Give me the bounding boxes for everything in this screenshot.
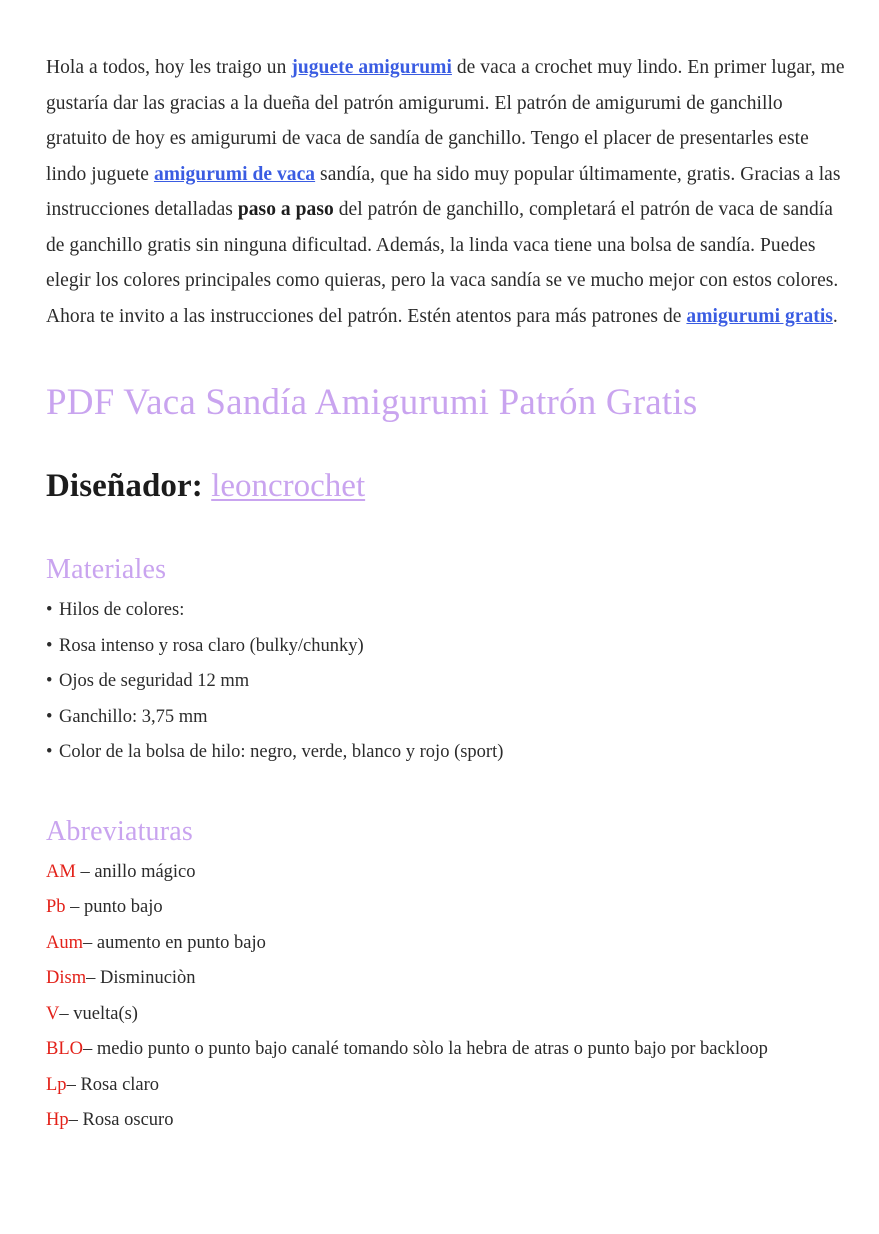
list-item — [46, 997, 846, 1033]
list-item — [46, 664, 846, 700]
material-text: Rosa intenso y rosa claro (bulky/chunky) — [59, 635, 364, 656]
link-amigurumi-de-vaca[interactable]: amigurumi de vaca — [153, 163, 316, 185]
list-item — [46, 593, 846, 629]
abbreviation-definition: – Rosa claro — [66, 1074, 160, 1095]
intro-text-3: sandía, que ha sido muy popular últimamente, gratis. Gracias a las instrucciones detalladas — [46, 163, 841, 220]
list-item — [46, 629, 846, 665]
abbreviation-key: V — [46, 1003, 60, 1024]
intro-paragraph — [46, 50, 846, 334]
abbreviation-definition: – Rosa oscuro — [68, 1110, 174, 1130]
list-item — [46, 1032, 846, 1068]
list-item — [46, 890, 846, 926]
link-amigurumi-gratis[interactable]: amigurumi gratis — [686, 305, 833, 327]
materials-heading: Materiales — [46, 554, 167, 585]
pattern-title: PDF Vaca Sandía Amigurumi Patrón Gratis — [46, 382, 698, 423]
abbreviation-key: BLO — [46, 1039, 83, 1059]
material-text: Ganchillo: 3,75 mm — [59, 706, 208, 727]
designer-name-link[interactable]: leoncrochet — [211, 468, 366, 504]
intro-text-2: de vaca a crochet muy lindo. En primer lugar, me gustaría dar las gracias a la dueña del patrón amigurumi. El patrón de amigurumi de ganchillo gratuito de hoy es amigurumi de vaca de sandía de ganchillo. Tengo el placer de presentarles este lindo juguete — [46, 57, 845, 185]
list-item — [46, 735, 846, 771]
abbreviation-key: Pb — [46, 897, 66, 917]
materials-list — [46, 593, 846, 771]
intro-text-4: del patrón de ganchillo, completará el patrón de vaca de sandía de ganchillo gratis sin ninguna dificultad. Además, la linda vaca tiene una bolsa de sandía. Puedes elegir los colores principales como quieras, pero la vaca sandía se ve mucho mejor con estos colores. Ahora te invito a las instrucciones del patrón. Estén atentos para más patrones de — [46, 199, 839, 327]
intro-bold-paso-a-paso: paso a paso — [237, 199, 334, 220]
intro-text-1: Hola a todos, hoy les traigo un — [46, 57, 292, 78]
abbreviation-key: Aum — [46, 932, 83, 953]
designer-line — [46, 466, 846, 506]
bullet-icon: • — [46, 706, 53, 727]
bullet-icon: • — [46, 600, 53, 620]
material-text: Ojos de seguridad 12 mm — [59, 671, 250, 691]
abbreviations-list — [46, 855, 846, 1139]
abbreviation-key: AM — [46, 861, 76, 882]
abbreviation-definition: – punto bajo — [65, 897, 163, 917]
abbreviation-definition: – anillo mágico — [75, 861, 196, 882]
abbreviation-key: Dism — [46, 968, 87, 988]
abbreviation-key: Hp — [46, 1110, 69, 1130]
abbreviations-heading: Abreviaturas — [46, 815, 194, 847]
abbreviation-definition: – Disminuciòn — [86, 968, 196, 988]
bullet-icon: • — [46, 742, 53, 762]
abbreviation-definition: – vuelta(s) — [59, 1003, 138, 1024]
list-item — [46, 700, 846, 736]
list-item — [46, 926, 846, 962]
designer-label: Diseñador: — [46, 468, 203, 504]
list-item — [46, 1068, 846, 1104]
list-item — [46, 855, 846, 891]
material-text: Hilos de colores: — [59, 600, 185, 620]
abbreviation-definition: – aumento en punto bajo — [83, 932, 266, 953]
bullet-icon: • — [46, 635, 53, 656]
list-item — [46, 1103, 846, 1139]
material-text: Color de la bolsa de hilo: negro, verde, blanco y rojo (sport) — [59, 742, 504, 762]
abbreviation-key: Lp — [46, 1074, 67, 1095]
bullet-icon: • — [46, 671, 53, 691]
abbreviation-definition: – medio punto o punto bajo canalé tomando sòlo la hebra de atras o punto bajo por backloop — [83, 1039, 768, 1059]
list-item — [46, 961, 846, 997]
link-juguete-amigurumi[interactable]: juguete amigurumi — [291, 57, 452, 78]
intro-text-5: . — [832, 305, 838, 327]
